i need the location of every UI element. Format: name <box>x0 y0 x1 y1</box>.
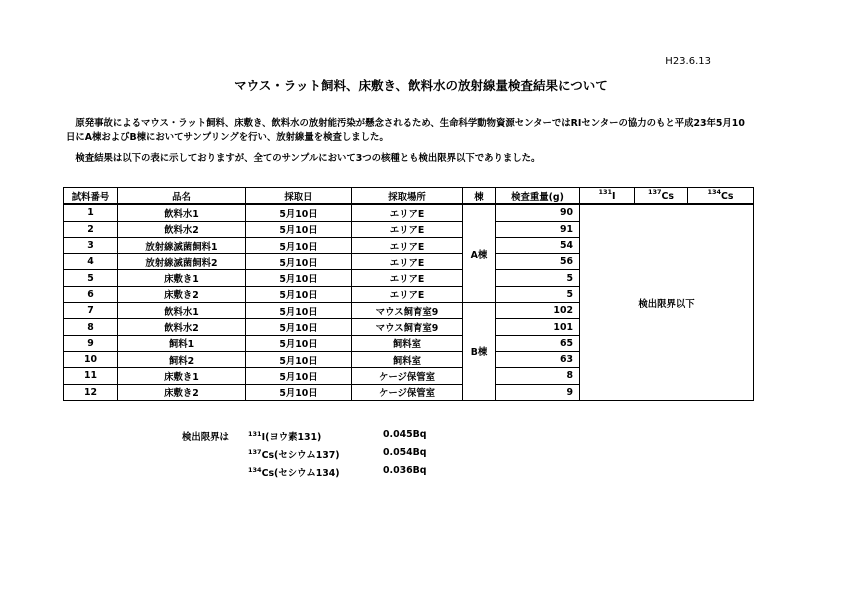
nuclide-mass-number: 137 <box>248 447 262 456</box>
item-name-cell: 床敷き1 <box>118 368 246 384</box>
result-summary-paragraph: 検査結果は以下の表に示しておりますが、全てのサンプルにおいて3つの核種とも検出限界以下でありました。 <box>66 153 541 164</box>
header-weight: 検査重量(g) <box>496 188 580 205</box>
sampling-place-cell: エリアE <box>352 237 463 253</box>
sampling-date-cell: 5月10日 <box>246 368 352 384</box>
header-item-name: 品名 <box>118 188 246 205</box>
table-row <box>64 204 754 221</box>
weight-cell: 9 <box>496 384 580 400</box>
results-table <box>63 187 754 401</box>
detection-limit-nuclide <box>248 465 340 479</box>
detection-limit-value: 0.036Bq <box>383 465 427 476</box>
sampling-date-cell: 5月10日 <box>246 221 352 237</box>
weight-cell: 5 <box>496 270 580 286</box>
sampling-place-cell: エリアE <box>352 254 463 270</box>
header-i131: $^{131}$I <box>580 188 635 205</box>
header-sampling-date: 採取日 <box>246 188 352 205</box>
header-building: 棟 <box>463 188 496 205</box>
weight-cell: 65 <box>496 335 580 351</box>
sampling-place-cell: ケージ保管室 <box>352 368 463 384</box>
sampling-date-cell: 5月10日 <box>246 286 352 302</box>
sample-number-cell: 9 <box>64 335 118 351</box>
nuclide-mass-number: 134 <box>248 465 262 474</box>
sampling-date-cell: 5月10日 <box>246 303 352 319</box>
sampling-place-cell: ケージ保管室 <box>352 384 463 400</box>
result-cell: 検出限界以下 <box>580 204 754 400</box>
sampling-date-cell: 5月10日 <box>246 254 352 270</box>
item-name-cell: 飲料水1 <box>118 204 246 221</box>
item-name-cell: 床敷き1 <box>118 270 246 286</box>
sampling-place-cell: エリアE <box>352 221 463 237</box>
header-cs137: $^{137}$Cs <box>635 188 688 205</box>
item-name-cell: 飼料1 <box>118 335 246 351</box>
weight-cell: 91 <box>496 221 580 237</box>
weight-cell: 63 <box>496 351 580 367</box>
sample-number-cell: 2 <box>64 221 118 237</box>
item-name-cell: 飲料水1 <box>118 303 246 319</box>
sample-number-cell: 8 <box>64 319 118 335</box>
weight-cell: 102 <box>496 303 580 319</box>
detection-limit-value: 0.054Bq <box>383 447 427 458</box>
sample-number-cell: 4 <box>64 254 118 270</box>
sampling-place-cell: 飼料室 <box>352 335 463 351</box>
building-a-cell: A棟 <box>463 204 496 302</box>
sample-number-cell: 5 <box>64 270 118 286</box>
weight-cell: 54 <box>496 237 580 253</box>
item-name-cell: 床敷き2 <box>118 286 246 302</box>
sampling-place-cell: エリアE <box>352 286 463 302</box>
sampling-place-cell: エリアE <box>352 270 463 286</box>
sample-number-cell: 12 <box>64 384 118 400</box>
item-name-cell: 飲料水2 <box>118 319 246 335</box>
item-name-cell: 床敷き2 <box>118 384 246 400</box>
sampling-date-cell: 5月10日 <box>246 319 352 335</box>
sample-number-cell: 3 <box>64 237 118 253</box>
weight-cell: 90 <box>496 204 580 221</box>
sampling-place-cell: 飼料室 <box>352 351 463 367</box>
intro-paragraph: 原発事故によるマウス・ラット飼料、床敷き、飲料水の放射能汚染が懸念されるため、生命科学動物資源センターではRIセンターの協力のもと平成23年5月10日にA棟およびB棟においてサンプリングを行い、放射線量を検査しました。 <box>66 118 745 143</box>
sample-number-cell: 1 <box>64 204 118 221</box>
sampling-date-cell: 5月10日 <box>246 335 352 351</box>
sampling-date-cell: 5月10日 <box>246 384 352 400</box>
item-name-cell: 飼料2 <box>118 351 246 367</box>
document-title: マウス・ラット飼料、床敷き、飲料水の放射線量検査結果について <box>234 78 608 93</box>
sampling-date-cell: 5月10日 <box>246 204 352 221</box>
header-sample-number: 試料番号 <box>64 188 118 205</box>
detection-limit-nuclide <box>248 429 321 443</box>
sampling-date-cell: 5月10日 <box>246 237 352 253</box>
detection-limit-label: 検出限界は <box>182 432 229 443</box>
weight-cell: 5 <box>496 286 580 302</box>
detection-limit-value: 0.045Bq <box>383 429 427 440</box>
document-date: H23.6.13 <box>665 56 711 67</box>
sampling-date-cell: 5月10日 <box>246 270 352 286</box>
weight-cell: 8 <box>496 368 580 384</box>
detection-limit-nuclide <box>248 447 340 461</box>
sample-number-cell: 6 <box>64 286 118 302</box>
nuclide-name: Cs(セシウム134) <box>261 468 340 479</box>
table-header-row <box>64 188 754 205</box>
nuclide-name: I(ヨウ素131) <box>261 432 322 443</box>
item-name-cell: 放射線滅菌飼料2 <box>118 254 246 270</box>
weight-cell: 56 <box>496 254 580 270</box>
sampling-place-cell: エリアE <box>352 204 463 221</box>
sampling-place-cell: マウス飼育室9 <box>352 303 463 319</box>
sample-number-cell: 7 <box>64 303 118 319</box>
header-cs134: $^{134}$Cs <box>688 188 754 205</box>
sampling-date-cell: 5月10日 <box>246 351 352 367</box>
item-name-cell: 放射線滅菌飼料1 <box>118 237 246 253</box>
nuclide-name: Cs(セシウム137) <box>261 450 340 461</box>
building-b-cell: B棟 <box>463 303 496 401</box>
nuclide-mass-number: 131 <box>248 429 262 438</box>
sample-number-cell: 10 <box>64 351 118 367</box>
sampling-place-cell: マウス飼育室9 <box>352 319 463 335</box>
header-sampling-place: 採取場所 <box>352 188 463 205</box>
weight-cell: 101 <box>496 319 580 335</box>
sample-number-cell: 11 <box>64 368 118 384</box>
item-name-cell: 飲料水2 <box>118 221 246 237</box>
